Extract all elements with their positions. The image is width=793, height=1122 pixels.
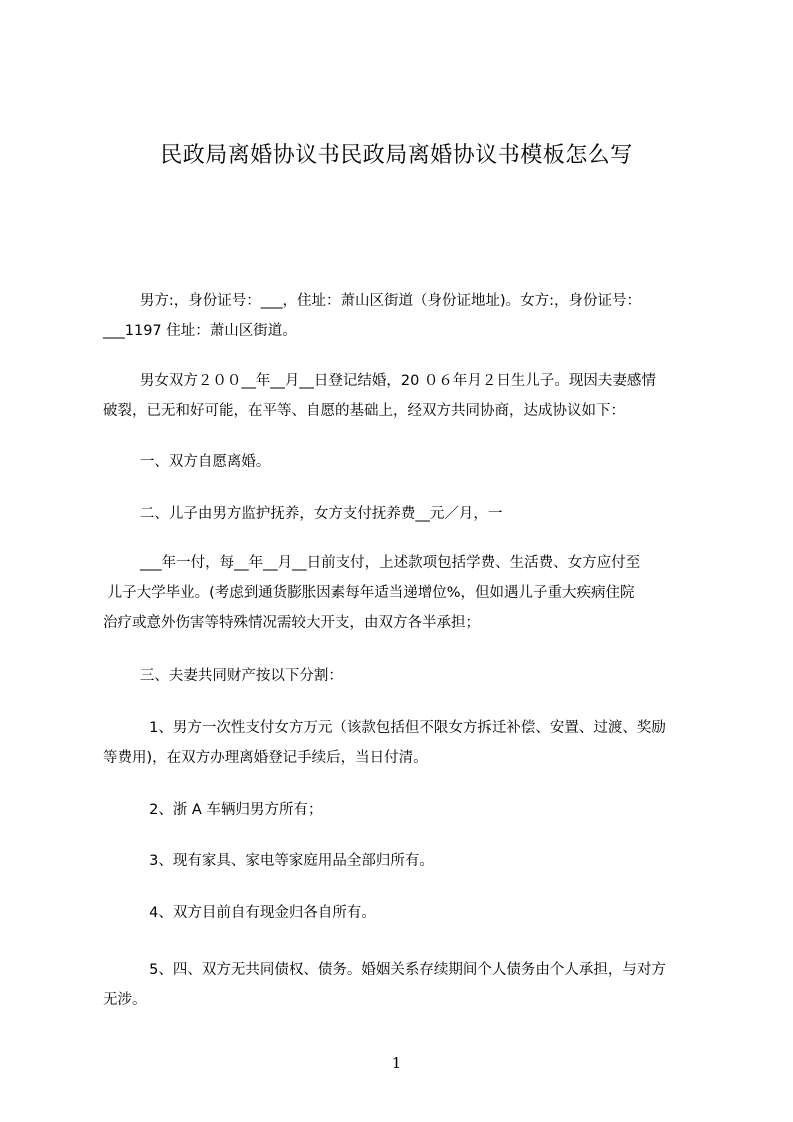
paragraph-clause-2-detail: ___年一付，每__年__月__日前支付，上述款项包括学费、生活费、女方应付至 儿子大学毕业。(考虑到通货膨胀因素每年适当递增位%，但如遇儿子重大疾病住院 治疗或意外伤害等特殊情况需较大开支，由双方各半承担； — [103, 555, 641, 631]
page-title: 民政局离婚协议书民政局离婚协议书模板怎么写 — [160, 143, 633, 168]
paragraph-item-1: 1、男方一次性支付女方万元（该款包括但不限女方拆迁补偿、安置、过渡、奖励 等费用)，在双方办理离婚登记手续后，当日付清。 — [103, 720, 666, 766]
paragraph-marriage: 男女双方２００__年__月__日登记结婚，20 ０６年月２日生儿子。现因夫妻感情 破裂，已无和好可能，在平等、自愿的基础上，经双方共同协商，达成协议如下： — [103, 373, 656, 419]
paragraph-item-3: 3、现有家具、家电等家庭用品全部归所有。 — [103, 853, 434, 869]
paragraph-item-4: 4、双方目前自有现金归各自所有。 — [103, 905, 376, 921]
paragraph-clause-3: 三、夫妻共同财产按以下分割： — [103, 668, 343, 684]
page-number: 1 — [391, 1054, 402, 1072]
paragraph-parties: 男方:，身份证号：___，住址：萧山区街道（身份证地址)。女方:，身份证号： ___1197 住址：萧山区街道。 — [103, 293, 642, 339]
paragraph-item-5: 5、四、双方无共同债权、债务。婚姻关系存续期间个人债务由个人承担，与对方 无涉。 — [103, 962, 666, 1008]
paragraph-item-2: 2、浙 A 车辆归男方所有； — [103, 802, 323, 818]
paragraph-clause-1: 一、双方自愿离婚。 — [103, 454, 271, 470]
paragraph-clause-2: 二、儿子由男方监护抚养，女方支付抚养费__元／月，一 — [103, 506, 503, 522]
